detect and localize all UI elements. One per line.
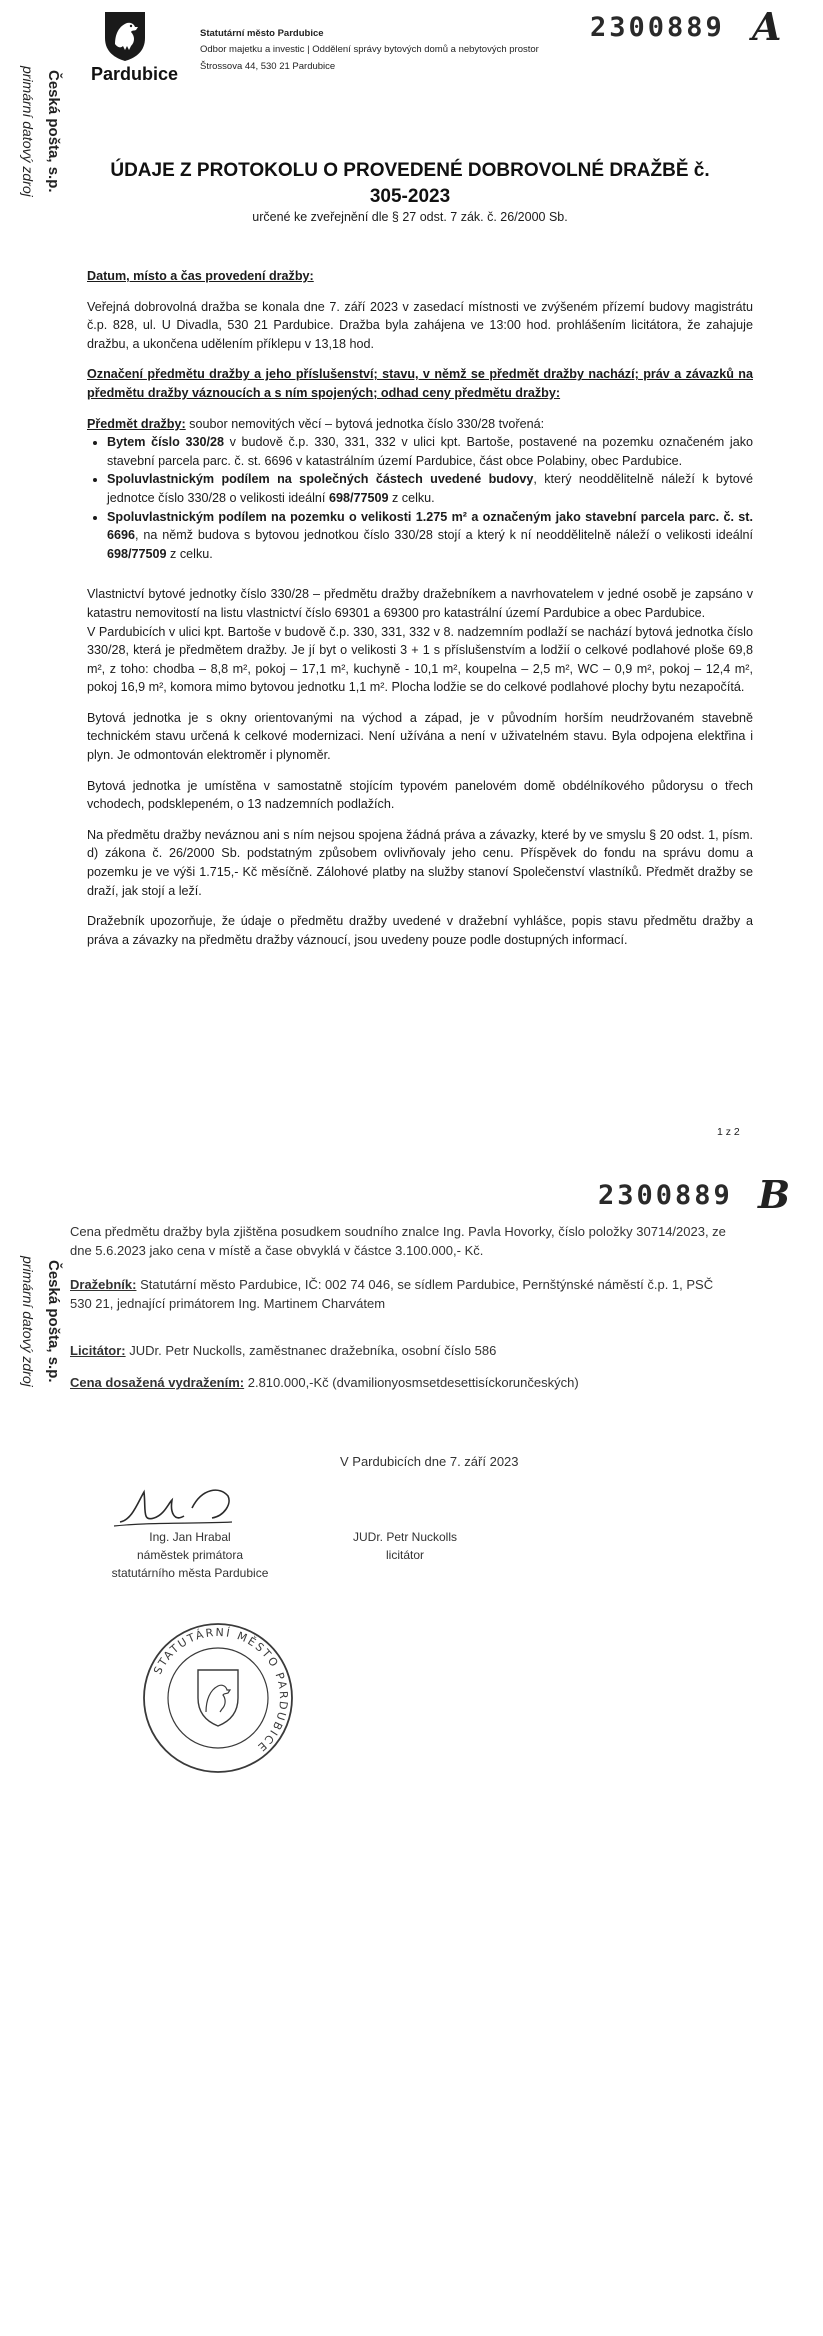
- signature-block-1: [90, 1528, 290, 1582]
- subject-label: Předmět dražby:: [87, 416, 186, 431]
- stamp-letter: A: [752, 4, 782, 49]
- post-office-side-stamp-p2: [45, 1260, 62, 1383]
- para-building: Bytová jednotka je umístěna v samostatně stojícím typovém panelovém domě obdélníkového půdorysu o třech vchodech, podsklepeném, o 13 nadzemních podlažích.: [87, 778, 753, 812]
- title-line-1: ÚDAJE Z PROTOKOLU O PROVEDENÉ DOBROVOLNÉ DRAŽBĚ č.: [110, 160, 710, 181]
- licitator-paragraph: [70, 1341, 730, 1360]
- sig2-name: JUDr. Petr Nuckolls: [352, 1530, 458, 1544]
- item2-bold: Spoluvlastnickým podílem na společných částech uvedené budovy: [107, 472, 534, 487]
- subject-intro: soubor nemovitých věcí – bytová jednotka číslo 330/28 tvořená:: [185, 416, 545, 431]
- document-subtitle: určené ke zveřejnění dle § 27 odst. 7 zák. č. 26/2000 Sb.: [252, 210, 568, 224]
- pardubice-horse-logo: [101, 10, 149, 62]
- auctioneer-paragraph: [70, 1275, 730, 1313]
- official-round-seal: [140, 1620, 296, 1776]
- section2-heading: Označení předmětu dražby a jeho příslušenství; stavu, v němž se předmět dražby nachází; práv a závazků na předmětu dražby váznoucích a s ním spojených; odhad ceny předmětu dražby:: [87, 367, 753, 400]
- list-item: [107, 433, 753, 470]
- page-number: 1 z 2: [717, 1126, 740, 1138]
- subject-items-list: [87, 433, 753, 563]
- para-orientation: Bytová jednotka je s okny orientovanými na východ a západ, je v původním horším neudržovaném stavebně technickém stavu určená k celkové modernizaci. Není užívána a není v uživatelném stavu. Byla odpojena elektřina i plyn. Je odmontován elektroměr i plynoměr.: [87, 710, 753, 763]
- final-price-label: Cena dosažená vydražením:: [70, 1375, 245, 1390]
- registration-stamp-number-2: 2300889: [598, 1180, 733, 1211]
- post-office-side-stamp: [45, 70, 62, 193]
- licitator-text: JUDr. Petr Nuckolls, zaměstnanec dražebníka, osobní číslo 586: [125, 1343, 497, 1358]
- section1-heading: Datum, místo a čas provedení dražby:: [87, 269, 314, 283]
- stamp-letter-2: B: [758, 1172, 791, 1217]
- list-item: [107, 508, 753, 564]
- auctioneer-text: Statutární město Pardubice, IČ: 002 74 046, se sídlem Pardubice, Pernštýnské náměstí č.p. 1, PSČ 530 21, jednající primátorem Ing. Martinem Charvátem: [70, 1277, 714, 1311]
- side-stamp-line1: Česká pošta, s.p.: [45, 70, 62, 193]
- seal-text: STATUTÁRNÍ MĚSTO PARDUBICE: [151, 1625, 291, 1755]
- item3-end: z celku.: [166, 546, 213, 561]
- para-location: V Pardubicích v ulici kpt. Bartoše v budově č.p. 330, 331, 332 v 8. nadzemním podlaží se nachází bytová jednotka číslo 330/28, která je předmětem dražby. Je jí byt o velikosti 3 + 1 s příslušenstvím a lodžií o celkové podlahové ploše 69,8 m², z toho: chodba – 8,8 m², pokoj – 17,1 m², kuchyně - 10,1 m², koupelna – 2,5 m², WC – 0,9 m², pokoj – 12,4 m², pokoj 16,9 m², komora mimo bytovou jednotku 1,1 m². Plocha lodžie se do celkové podlahové plochy bytu nezapočítá.: [87, 624, 753, 695]
- post-office-side-stamp-2: [20, 66, 36, 197]
- para-rights: Na předmětu dražby neváznou ani s ním nejsou spojena žádná práva a závazky, které by ve smyslu § 20 odst. 1, písm. d) zákona č. 26/2000 Sb. podstatným způsobem ovlivňovaly jeho cenu. Příspěvek do fondu na správu domu a pozemku je ve výši 1.715,- Kč měsíčně. Zálohové platby na služby stanoví Společenství vlastníků. Předmět dražby se draží, jak stojí a leží.: [87, 827, 753, 898]
- price-paragraph: Cena předmětu dražby byla zjištěna posudkem soudního znalce Ing. Pavla Hovorky, číslo položky 30714/2023, ze dne 5.6.2023 jako cena v místě a čase obvyklá v částce 3.100.000,- Kč.: [70, 1224, 726, 1258]
- title-line-2: 305-2023: [369, 186, 451, 207]
- item2-end: z celku.: [388, 490, 435, 505]
- logo-text: Pardubice: [91, 64, 179, 84]
- registration-stamp-number: 2300889: [590, 12, 725, 43]
- sig1-role2: statutárního města Pardubice: [111, 1566, 269, 1580]
- signature-date: V Pardubicích dne 7. září 2023: [340, 1454, 519, 1469]
- subject-line: [87, 415, 753, 434]
- item1-text: v budově č.p. 330, 331, 332 v ulici kpt. Bartoše, postavené na pozemku označeném jako stavební parcela parc. č. st. 6696 v katastrálním území Pardubice, část obce Polabiny, obec Pardubice.: [107, 435, 754, 468]
- header-line-1: Statutární město Pardubice: [200, 28, 324, 39]
- post-office-side-stamp-p2-b: [20, 1256, 36, 1387]
- final-price-paragraph: [70, 1373, 730, 1392]
- item3-bold: Spoluvlastnickým podílem na pozemku o velikosti 1.275 m² a označeným jako stavební parcela parc. č. st. 6696: [107, 509, 753, 543]
- auctioneer-label: Dražebník:: [70, 1277, 137, 1292]
- signature-block-2: [325, 1528, 485, 1564]
- sig2-role: licitátor: [385, 1548, 424, 1562]
- item2-share: 698/77509: [328, 490, 389, 505]
- item3-text: , na němž budova s bytovou jednotkou číslo 330/28 stojí a který k ní neoddělitelně náleží o velikosti ideální: [135, 528, 753, 543]
- side-stamp-p2-line2: primární datový zdroj: [20, 1256, 36, 1387]
- signature-hrabal: [112, 1482, 262, 1532]
- document-title: [80, 158, 740, 210]
- licitator-label: Licitátor:: [70, 1343, 126, 1358]
- side-stamp-p2-line1: Česká pošta, s.p.: [45, 1260, 62, 1383]
- sig1-name: Ing. Jan Hrabal: [149, 1530, 231, 1544]
- item2-text: , který neoddělitelně náleží k bytové jednotce číslo 330/28 o velikosti ideální: [107, 472, 753, 505]
- header-line-2: Odbor majetku a investic | Oddělení správy bytových domů a nebytových prostor: [200, 44, 539, 55]
- item1-bold: Bytem číslo 330/28: [107, 435, 224, 450]
- section1-text: Veřejná dobrovolná dražba se konala dne 7. září 2023 v zasedací místnosti ve zvýšeném přízemí budovy magistrátu č.p. 828, ul. U Divadla, 530 21 Pardubice. Dražba byla zahájena ve 13:00 hod. prohlášením licitátora, že zahajuje dražbu, a ukončena udělením příklepu v 13,18 hod.: [87, 299, 753, 351]
- final-price-text: 2.810.000,-Kč (dvamilionyosmsetdesettisíckorunčeských): [244, 1375, 579, 1390]
- para-notice: Dražebník upozorňuje, že údaje o předmětu dražby uvedené v dražební vyhlášce, popis stavu předmětu dražby a práva a závazky na předmětu dražby váznoucí, jsou uvedeny pouze podle dostupných informací.: [87, 914, 753, 947]
- sig1-role1: náměstek primátora: [136, 1548, 244, 1562]
- document-body: [87, 267, 753, 949]
- para-ownership: Vlastnictví bytové jednotky číslo 330/28 – předmětu dražby dražebníkem a navrhovatelem v jedné osobě je zapsáno v katastru nemovitostí na listu vlastnictví číslo 69301 a 69300 pro katastrální území Pardubice a obec Pardubice.: [87, 587, 753, 620]
- list-item: [107, 470, 753, 507]
- header-line-3: Štrossova 44, 530 21 Pardubice: [200, 61, 336, 72]
- side-stamp-line2: primární datový zdroj: [20, 66, 36, 197]
- item3-share: 698/77509: [107, 546, 167, 561]
